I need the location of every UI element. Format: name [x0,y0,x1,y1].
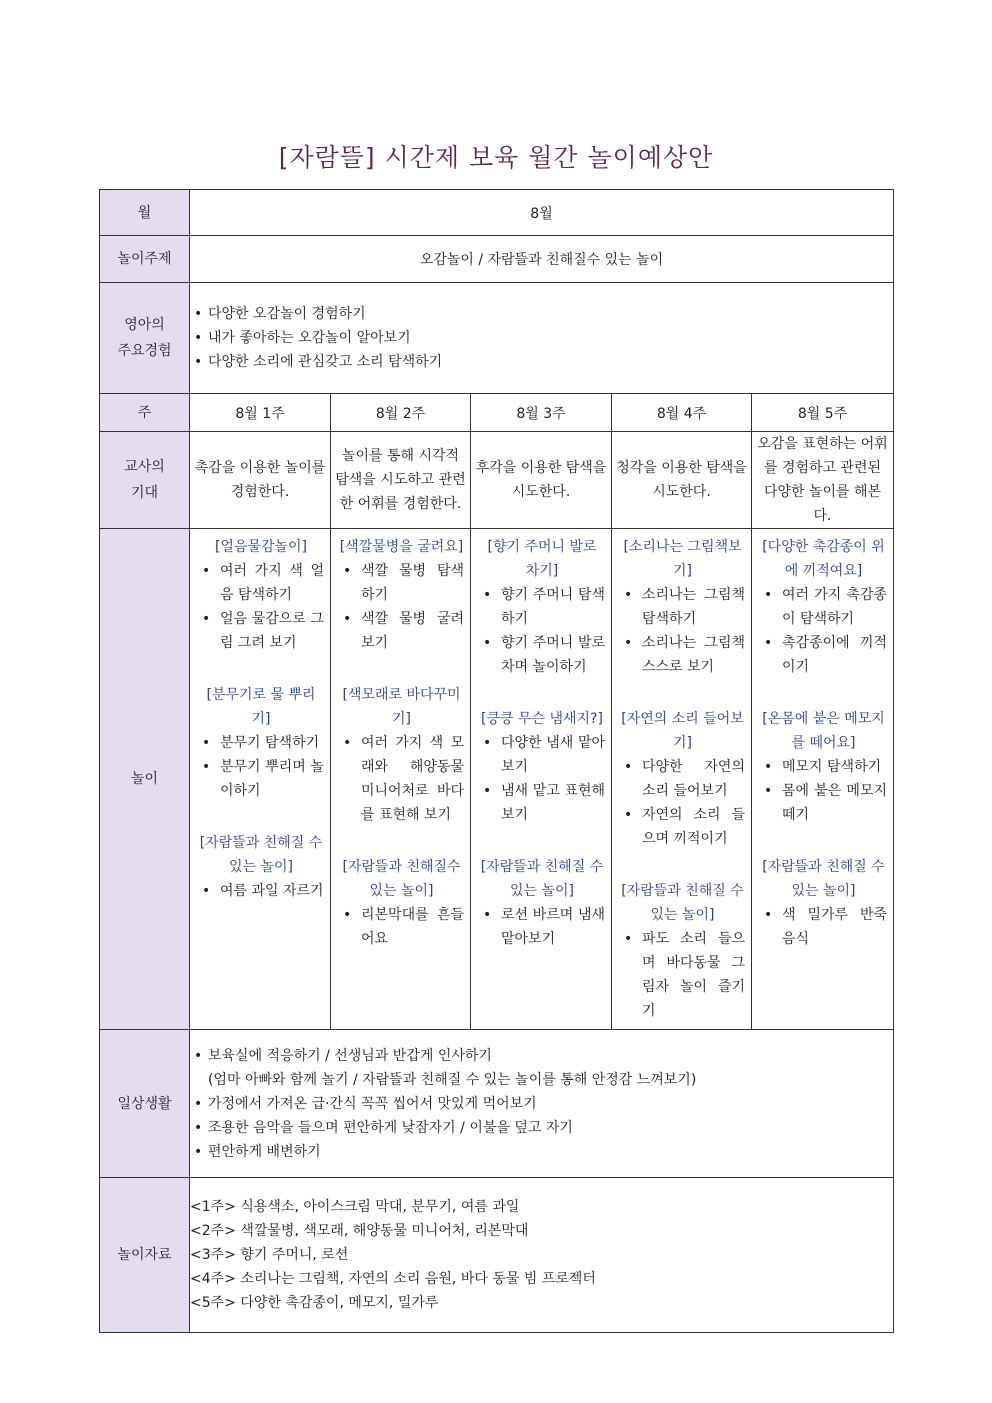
play-activity-item: • 여러 가지 색 얼음 탐색하기 [198,559,324,607]
materials-item: <1주> 식용색소, 아이스크림 막대, 분무기, 여름 과일 [190,1199,520,1215]
experience-list [190,283,894,394]
play-activity-item: • 향기 주머니 발로 차며 놀이하기 [479,631,605,679]
expectation-row [100,432,894,529]
play-activity-item: • 다양한 냄새 맡아보기 [479,731,605,779]
week-label: 주 [100,394,190,432]
play-cell-week4 [612,529,752,1030]
play-activity-item: • 파도 소리 들으며 바다동물 그림자 놀이 즐기기 [620,927,745,1023]
experience-row [100,283,894,394]
theme-value: 오감놀이 / 자람뜰과 친해질수 있는 놀이 [190,236,894,283]
play-activity-title: [자람뜰과 친해질 수 있는 놀이] [762,859,885,899]
play-activity-item: • 소리나는 그림책 스스로 보기 [620,631,745,679]
materials-label: 놀이자료 [100,1178,190,1333]
play-activity-item: • 메모지 탐색하기 [760,755,887,779]
play-activity [620,535,745,679]
daily-item-continued: (엄마 아빠와 함께 놀기 / 자람뜰과 친해질 수 있는 놀이를 통해 안정감 느껴보기) [208,1071,697,1088]
play-activity-title: [다양한 촉감종이 위에 끼적여요] [762,539,885,579]
page-title: [자람뜰] 시간제 보육 월간 놀이예상안 [278,143,714,172]
play-activity-item: • 몸에 붙은 메모지 떼기 [760,779,887,827]
week-header: 8월 2주 [331,394,471,432]
play-activity-item: • 얼음 물감으로 그림 그려 보기 [198,607,324,655]
theme-row [100,236,894,283]
month-row [100,190,894,236]
experience-item: • 다양한 소리에 관심갖고 소리 탐색하기 [190,350,893,374]
play-activity-item: • 여러 가지 색 모래와 해양동물 미니어처로 바다를 표현해 보기 [339,731,464,827]
play-activity-item: • 여러 가지 촉감종이 탐색하기 [760,583,887,631]
play-activity-item: • 리본막대를 흔들어요 [339,903,464,951]
play-activity-title: [향기 주머니 발로 차기] [487,539,597,579]
play-cell-week3 [471,529,612,1030]
play-activity-item: • 색 밀가루 반죽 음식 [760,903,887,951]
expectation-cell: 청각을 이용한 탐색을 시도한다. [612,432,752,529]
daily-item: • 가정에서 가져온 급·간식 꼭꼭 씹어서 맛있게 먹어보기 [190,1092,893,1116]
play-activity-title: [킁킁 무슨 냄새지?] [481,711,603,727]
play-cell-week5 [752,529,894,1030]
play-activity-title: [색깔물병을 굴려요] [339,539,464,555]
play-activity-title: [자람뜰과 친해질수 있는 놀이] [342,859,461,899]
expectation-label: 교사의 기대 [100,432,190,529]
daily-item: • 보육실에 적응하기 / 선생님과 반갑게 인사하기 [190,1044,893,1068]
week-header: 8월 5주 [752,394,894,432]
play-activity-item: • 색깔 물병 탐색하기 [339,559,464,607]
materials-item: <3주> 향기 주머니, 로션 [190,1247,349,1263]
play-activity-item: • 색깔 물병 굴려보기 [339,607,464,655]
play-activity [479,707,605,827]
play-activity-item: • 로션 바르며 냄새 맡아보기 [479,903,605,951]
play-activity [339,535,464,655]
play-activity [620,879,745,1023]
play-label: 놀이 [100,529,190,1030]
play-activity-item: • 여름 과일 자르기 [198,879,324,903]
play-activity [198,831,324,903]
expectation-cell: 오감을 표현하는 어휘를 경험하고 관련된 다양한 놀이를 해본다. [752,432,894,529]
week-row [100,394,894,432]
experience-item: • 다양한 오감놀이 경험하기 [190,302,893,326]
play-activity-item: • 분무기 뿌리며 놀이하기 [198,755,324,803]
month-label: 월 [100,190,190,236]
play-activity-title: [분무기로 물 뿌리기] [206,687,316,727]
play-activity-title: [자연의 소리 들어보기] [621,711,744,751]
plan-table [99,189,894,1333]
play-activity-title: [온몸에 붙은 메모지를 떼어요] [762,711,885,751]
play-activity [760,535,887,679]
daily-list [190,1030,894,1178]
play-activity [339,855,464,951]
daily-item: • 조용한 음악을 들으며 편안하게 낮잠자기 / 이불을 덮고 자기 [190,1116,893,1140]
play-activity-title: [얼음물감놀이] [214,539,308,555]
play-activity [760,707,887,827]
play-activity [620,707,745,851]
daily-row [100,1030,894,1178]
month-value: 8월 [190,190,894,236]
theme-label: 놀이주제 [100,236,190,283]
week-header: 8월 1주 [190,394,331,432]
materials-list [190,1178,894,1333]
play-activity-title: [색모래로 바다꾸미기] [342,687,461,727]
play-activity-item: • 다양한 자연의 소리 들어보기 [620,755,745,803]
play-activity [198,535,324,655]
daily-item: • 편안하게 배변하기 [190,1140,893,1164]
expectation-cell: 촉감을 이용한 놀이를 경험한다. [190,432,331,529]
play-activity-item: • 냄새 맡고 표현해 보기 [479,779,605,827]
play-activity [198,683,324,803]
play-activity-title: [자람뜰과 친해질 수 있는 놀이] [480,859,604,899]
play-activity [479,855,605,951]
experience-item: • 내가 좋아하는 오감놀이 알아보기 [190,326,893,350]
expectation-cell: 후각을 이용한 탐색을 시도한다. [471,432,612,529]
expectation-cell: 놀이를 통해 시각적 탐색을 시도하고 관련한 어휘를 경험한다. [331,432,471,529]
play-activity [760,855,887,951]
play-activity-title: [자람뜰과 친해질 수 있는 놀이] [621,883,744,923]
week-header: 8월 4주 [612,394,752,432]
play-activity [339,683,464,827]
week-header: 8월 3주 [471,394,612,432]
materials-item: <5주> 다양한 촉감종이, 메모지, 밀가루 [190,1295,439,1311]
play-activity-title: [자람뜰과 친해질 수 있는 놀이] [199,835,323,875]
materials-row [100,1178,894,1333]
materials-item: <2주> 색깔물병, 색모래, 해양동물 미니어처, 리본막대 [190,1223,529,1239]
materials-item: <4주> 소리나는 그림책, 자연의 소리 음원, 바다 동물 빔 프로젝터 [190,1271,596,1287]
play-activity-item: • 자연의 소리 들으며 끼적이기 [620,803,745,851]
experience-label: 영아의 주요경험 [100,283,190,394]
play-activity-item: • 촉감종이에 끼적이기 [760,631,887,679]
play-activity [479,535,605,679]
play-cell-week2 [331,529,471,1030]
play-activity-title: [소리나는 그림책보기] [623,539,742,579]
play-cell-week1 [190,529,331,1030]
play-row [100,529,894,1030]
daily-label: 일상생활 [100,1030,190,1178]
play-activity-item: • 향기 주머니 탐색하기 [479,583,605,631]
play-activity-item: • 분무기 탐색하기 [198,731,324,755]
play-activity-item: • 소리나는 그림책 탐색하기 [620,583,745,631]
